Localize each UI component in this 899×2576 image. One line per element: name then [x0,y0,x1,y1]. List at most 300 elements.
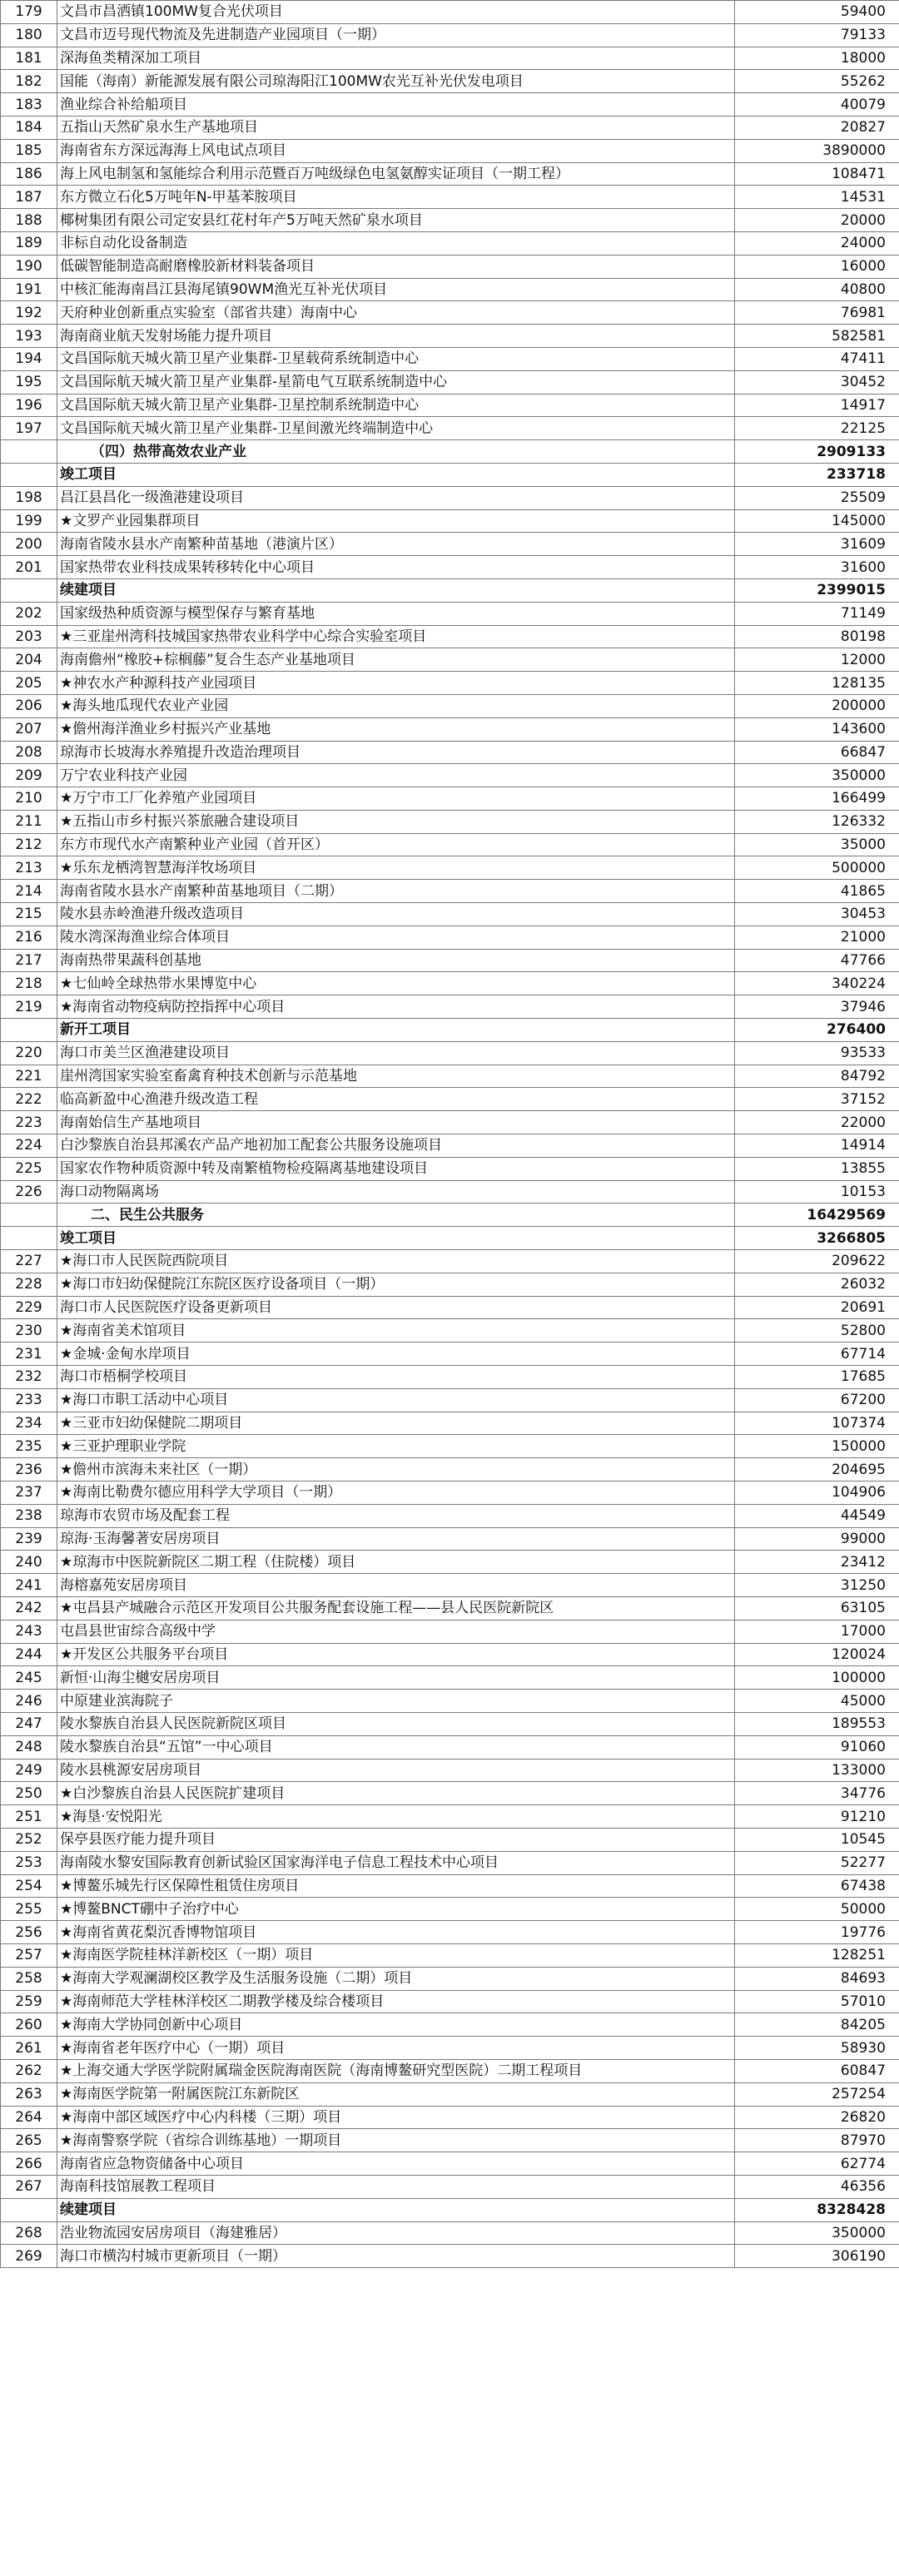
row-number: 201 [1,556,57,579]
row-number: 200 [1,533,57,556]
project-name: ★海垦·安悦阳光 [57,1805,735,1829]
investment-value: 120024 [735,1643,899,1666]
row-number: 237 [1,1482,57,1505]
investment-value: 55262 [735,70,899,93]
table-row [1,1596,899,1620]
table-row [1,1343,899,1366]
project-name: ★上海交通大学医学院附属瑞金医院海南医院（海南博鳌研究型医院）二期工程项目 [57,2059,735,2082]
table-row [1,764,899,787]
row-number: 219 [1,995,57,1019]
project-name: ★海口市职工活动中心项目 [57,1388,735,1412]
investment-value: 13855 [735,1157,899,1180]
project-name: 崖州湾国家实验室畜禽育种技术创新与示范基地 [57,1065,735,1088]
investment-value: 14531 [735,186,899,209]
investment-value: 209622 [735,1250,899,1273]
row-number: 241 [1,1574,57,1597]
table-row [1,949,899,972]
investment-value: 3266805 [735,1227,899,1250]
project-name: ★海口市妇幼保健院江东院区医疗设备项目（一期） [57,1273,735,1296]
investment-value: 20827 [735,116,899,139]
row-number: 196 [1,394,57,417]
project-name: ★海南中部区域医疗中心内科楼（三期）项目 [57,2106,735,2129]
investment-value: 582581 [735,325,899,348]
investment-value: 340224 [735,972,899,995]
table-row [1,255,899,278]
project-name: 海口市美兰区渔港建设项目 [57,1041,735,1065]
row-number: 198 [1,486,57,509]
table-row [1,278,899,301]
table-row [1,1319,899,1343]
project-name: ★儋州市滨海未来社区（一期） [57,1458,735,1482]
table-row [1,394,899,417]
table-row [1,1088,899,1111]
row-number: 180 [1,23,57,47]
project-name: ★屯昌县产城融合示范区开发项目公共服务配套设施工程——县人民医院新院区 [57,1596,735,1620]
row-number: 221 [1,1065,57,1088]
project-name: 新恒·山海尘樾安居房项目 [57,1666,735,1690]
project-name: 五指山天然矿泉水生产基地项目 [57,116,735,139]
project-name: 非标自动化设备制造 [57,231,735,255]
table-row [1,717,899,741]
project-name: ★海南大学协同创新中心项目 [57,2013,735,2037]
table-row [1,325,899,348]
investment-value: 133000 [735,1759,899,1782]
table-row [1,533,899,556]
project-name: ★白沙黎族自治县人民医院扩建项目 [57,1782,735,1805]
investment-value: 100000 [735,1666,899,1690]
investment-value: 84792 [735,1065,899,1088]
investment-value: 3890000 [735,139,899,162]
investment-value: 126332 [735,810,899,833]
project-name: 海南儋州“橡胶+棕榈藤”复合生态产业基地项目 [57,648,735,672]
project-name: 椰树集团有限公司定安县红花村年产5万吨天然矿泉水项目 [57,209,735,232]
investment-value: 84693 [735,1967,899,1990]
row-number: 194 [1,347,57,370]
investment-value: 40800 [735,278,899,301]
investment-value: 67200 [735,1388,899,1412]
row-number: 189 [1,231,57,255]
investment-value: 67438 [735,1874,899,1898]
investment-value: 44549 [735,1504,899,1527]
investment-value: 87970 [735,2129,899,2152]
investment-value: 2399015 [735,578,899,602]
row-number: 205 [1,672,57,695]
project-name: 琼海·玉海馨著安居房项目 [57,1527,735,1551]
row-number: 268 [1,2221,57,2245]
row-number: 210 [1,787,57,811]
table-row [1,1921,899,1944]
table-row [1,370,899,394]
investment-value: 66847 [735,741,899,764]
subtotal-row [1,1019,899,1042]
project-name: 续建项目 [57,578,735,602]
project-name: 中核汇能海南昌江县海尾镇90WM渔光互补光伏项目 [57,278,735,301]
table-row [1,1527,899,1551]
table-row [1,995,899,1019]
row-number: 234 [1,1412,57,1435]
row-number: 244 [1,1643,57,1666]
row-number: 264 [1,2106,57,2129]
table-row [1,93,899,117]
investment-value: 276400 [735,1019,899,1042]
row-number [1,578,57,602]
row-number: 184 [1,116,57,139]
table-row [1,556,899,579]
section-row [1,1204,899,1227]
investment-value: 52800 [735,1319,899,1343]
project-name: ★海南省黄花梨沉香博物馆项目 [57,1921,735,1944]
row-number: 232 [1,1366,57,1389]
project-name: 海南省陵水县水产南繁种苗基地项目（二期） [57,880,735,903]
table-row [1,2106,899,2129]
row-number: 228 [1,1273,57,1296]
table-row [1,648,899,672]
table-row [1,1874,899,1898]
project-name: 文昌国际航天城火箭卫星产业集群-星箭电气互联系统制造中心 [57,370,735,394]
table-row [1,1157,899,1180]
investment-value: 21000 [735,926,899,949]
row-number: 243 [1,1620,57,1643]
investment-value: 204695 [735,1458,899,1482]
table-row [1,1782,899,1805]
investment-value: 76981 [735,301,899,325]
project-name: ★金城·金甸水岸项目 [57,1343,735,1366]
project-name: ★海南医学院第一附属医院江东新院区 [57,2082,735,2106]
investment-value: 22125 [735,417,899,440]
row-number: 197 [1,417,57,440]
row-number: 249 [1,1759,57,1782]
subtotal-row [1,578,899,602]
table-row [1,672,899,695]
project-name: 昌江县昌化一级渔港建设项目 [57,486,735,509]
row-number: 204 [1,648,57,672]
table-row [1,47,899,70]
project-name: 中原建业滨海院子 [57,1690,735,1713]
table-row [1,1759,899,1782]
table-row [1,347,899,370]
project-name: ★琼海市中医院新院区二期工程（住院楼）项目 [57,1551,735,1574]
row-number: 262 [1,2059,57,2082]
investment-value: 10545 [735,1828,899,1851]
table-row [1,1990,899,2013]
project-name: 琼海市长坡海水养殖提升改造治理项目 [57,741,735,764]
project-name: ★三亚市妇幼保健院二期项目 [57,1412,735,1435]
row-number: 225 [1,1157,57,1180]
row-number: 238 [1,1504,57,1527]
project-name: 国家级热种质资源与模型保存与繁育基地 [57,602,735,625]
subtotal-row [1,2198,899,2221]
project-name: 天府种业创新重点实验室（部省共建）海南中心 [57,301,735,325]
row-number: 216 [1,926,57,949]
investment-value: 166499 [735,787,899,811]
table-row [1,1574,899,1597]
row-number: 246 [1,1690,57,1713]
table-row [1,1851,899,1874]
row-number: 239 [1,1527,57,1551]
investment-value: 99000 [735,1527,899,1551]
table-row [1,1943,899,1967]
investment-value: 35000 [735,833,899,856]
investment-value: 91210 [735,1805,899,1829]
table-row [1,1065,899,1088]
investment-value: 37152 [735,1088,899,1111]
table-row [1,1620,899,1643]
project-name: ★海南师范大学桂林洋校区二期教学楼及综合楼项目 [57,1990,735,2013]
row-number: 248 [1,1735,57,1759]
subtotal-row [1,463,899,486]
project-name: 保亭县医疗能力提升项目 [57,1828,735,1851]
row-number [1,2198,57,2221]
row-number: 269 [1,2245,57,2268]
investment-value: 233718 [735,463,899,486]
row-number: 251 [1,1805,57,1829]
project-name: 海南科技馆展教工程项目 [57,2175,735,2198]
table-row [1,1111,899,1134]
investment-value: 26820 [735,2106,899,2129]
row-number: 181 [1,47,57,70]
project-name: 海口市横沟村城市更新项目（一期） [57,2245,735,2268]
row-number: 260 [1,2013,57,2037]
investment-value: 59400 [735,1,899,24]
row-number: 202 [1,602,57,625]
investment-value: 47766 [735,949,899,972]
project-name: 海上风电制氢和氢能综合利用示范暨百万吨级绿色电氢氨醇实证项目（一期工程） [57,162,735,186]
investment-value: 67714 [735,1343,899,1366]
project-name: ★儋州海洋渔业乡村振兴产业基地 [57,717,735,741]
project-name: 新开工项目 [57,1019,735,1042]
investment-value: 80198 [735,625,899,648]
row-number: 240 [1,1551,57,1574]
project-name: 东方微立石化5万吨年N-甲基苯胺项目 [57,186,735,209]
project-name: 海榕嘉苑安居房项目 [57,1574,735,1597]
project-name: ★博鳌乐城先行区保障性租赁住房项目 [57,1874,735,1898]
investment-value: 23412 [735,1551,899,1574]
investment-value: 20000 [735,209,899,232]
investment-value: 57010 [735,1990,899,2013]
project-name: 文昌市迈号现代物流及先进制造产业园项目（一期） [57,23,735,47]
table-row [1,2175,899,2198]
project-table-body [1,1,899,2268]
project-name: 海口市梧桐学校项目 [57,1366,735,1389]
row-number: 235 [1,1435,57,1458]
row-number: 188 [1,209,57,232]
investment-value: 84205 [735,2013,899,2037]
project-name: 国家热带农业科技成果转移转化中心项目 [57,556,735,579]
investment-value: 350000 [735,2221,899,2245]
project-name: ★海南警察学院（省综合训练基地）一期项目 [57,2129,735,2152]
investment-value: 40079 [735,93,899,117]
project-name: 浩业物流园安居房项目（海建雅居） [57,2221,735,2245]
project-name: 文昌国际航天城火箭卫星产业集群-卫星控制系统制造中心 [57,394,735,417]
investment-value: 31609 [735,533,899,556]
project-name: ★海南省老年医疗中心（一期）项目 [57,2037,735,2060]
table-row [1,833,899,856]
table-row [1,625,899,648]
table-row [1,1828,899,1851]
table-row [1,301,899,325]
investment-value: 58930 [735,2037,899,2060]
row-number [1,1227,57,1250]
investment-value: 8328428 [735,2198,899,2221]
row-number: 206 [1,694,57,717]
investment-value: 71149 [735,602,899,625]
row-number: 223 [1,1111,57,1134]
investment-value: 2909133 [735,440,899,464]
investment-value: 52277 [735,1851,899,1874]
investment-value: 500000 [735,856,899,880]
table-row [1,1666,899,1690]
row-number: 226 [1,1180,57,1204]
row-number: 222 [1,1088,57,1111]
investment-value: 128251 [735,1943,899,1967]
table-row [1,1504,899,1527]
row-number: 266 [1,2152,57,2176]
investment-value: 128135 [735,672,899,695]
project-name: 文昌市昌洒镇100MW复合光伏项目 [57,1,735,24]
table-row [1,509,899,533]
project-name: 陵水黎族自治县人民医院新院区项目 [57,1712,735,1735]
table-row [1,2013,899,2037]
investment-value: 19776 [735,1921,899,1944]
table-row [1,2082,899,2106]
row-number: 263 [1,2082,57,2106]
investment-value: 14914 [735,1134,899,1158]
project-name: 低碳智能制造高耐磨橡胶新材料装备项目 [57,255,735,278]
project-name: ★万宁市工厂化养殖产业园项目 [57,787,735,811]
row-number: 258 [1,1967,57,1990]
row-number: 199 [1,509,57,533]
table-row [1,23,899,47]
row-number: 245 [1,1666,57,1690]
table-row [1,139,899,162]
row-number: 208 [1,741,57,764]
project-name: ★神农水产种源科技产业园项目 [57,672,735,695]
row-number: 224 [1,1134,57,1158]
investment-value: 26032 [735,1273,899,1296]
project-name: 东方市现代水产南繁种业产业园（首开区） [57,833,735,856]
table-row [1,1250,899,1273]
project-name: 海南商业航天发射场能力提升项目 [57,325,735,348]
row-number: 211 [1,810,57,833]
project-name: 二、民生公共服务 [57,1204,735,1227]
table-row [1,2245,899,2268]
investment-value: 30453 [735,903,899,926]
project-name: 海南热带果蔬科创基地 [57,949,735,972]
investment-value: 91060 [735,1735,899,1759]
investment-value: 37946 [735,995,899,1019]
investment-value: 25509 [735,486,899,509]
project-name: 海南省应急物资储备中心项目 [57,2152,735,2176]
table-row [1,1134,899,1158]
table-row [1,231,899,255]
row-number [1,463,57,486]
investment-value: 108471 [735,162,899,186]
investment-value: 34776 [735,1782,899,1805]
investment-value: 30452 [735,370,899,394]
project-name: （四）热带高效农业产业 [57,440,735,464]
project-name: 续建项目 [57,2198,735,2221]
row-number: 265 [1,2129,57,2152]
table-row [1,972,899,995]
table-row [1,694,899,717]
table-row [1,602,899,625]
investment-value: 24000 [735,231,899,255]
project-name: 陵水黎族自治县“五馆”一中心项目 [57,1735,735,1759]
investment-value: 12000 [735,648,899,672]
row-number: 250 [1,1782,57,1805]
row-number: 185 [1,139,57,162]
investment-value: 41865 [735,880,899,903]
row-number: 179 [1,1,57,24]
investment-value: 10153 [735,1180,899,1204]
row-number: 257 [1,1943,57,1967]
investment-value: 20691 [735,1296,899,1319]
project-name: 海口市人民医院医疗设备更新项目 [57,1296,735,1319]
row-number: 261 [1,2037,57,2060]
investment-value: 306190 [735,2245,899,2268]
investment-value: 17685 [735,1366,899,1389]
table-row [1,1482,899,1505]
project-name: ★三亚护理职业学院 [57,1435,735,1458]
row-number: 215 [1,903,57,926]
table-row [1,1,899,24]
project-name: 深海鱼类精深加工项目 [57,47,735,70]
table-row [1,880,899,903]
row-number: 182 [1,70,57,93]
project-name: 陵水县赤岭渔港升级改造项目 [57,903,735,926]
table-row [1,70,899,93]
table-row [1,209,899,232]
row-number: 253 [1,1851,57,1874]
row-number: 256 [1,1921,57,1944]
project-name: 屯昌县世宙综合高级中学 [57,1620,735,1643]
investment-value: 200000 [735,694,899,717]
row-number: 191 [1,278,57,301]
investment-value: 93533 [735,1041,899,1065]
investment-value: 47411 [735,347,899,370]
row-number [1,1019,57,1042]
project-name: ★七仙岭全球热带水果博览中心 [57,972,735,995]
project-name: 琼海市农贸市场及配套工程 [57,1504,735,1527]
row-number: 231 [1,1343,57,1366]
project-name: 竣工项目 [57,1227,735,1250]
table-row [1,1296,899,1319]
row-number: 255 [1,1898,57,1921]
table-row [1,1273,899,1296]
investment-value: 16000 [735,255,899,278]
table-row [1,1735,899,1759]
project-name: 文昌国际航天城火箭卫星产业集群-卫星间激光终端制造中心 [57,417,735,440]
investment-value: 22000 [735,1111,899,1134]
investment-value: 104906 [735,1482,899,1505]
investment-value: 150000 [735,1435,899,1458]
investment-value: 63105 [735,1596,899,1620]
investment-value: 145000 [735,509,899,533]
row-number: 213 [1,856,57,880]
row-number: 247 [1,1712,57,1735]
project-name: 国能（海南）新能源发展有限公司琼海阳江100MW农光互补光伏发电项目 [57,70,735,93]
row-number: 214 [1,880,57,903]
row-number [1,440,57,464]
investment-value: 14917 [735,394,899,417]
project-name: 海口动物隔离场 [57,1180,735,1204]
investment-value: 45000 [735,1690,899,1713]
investment-value: 107374 [735,1412,899,1435]
table-row [1,1712,899,1735]
row-number: 186 [1,162,57,186]
project-name: 白沙黎族自治县邦溪农产品产地初加工配套公共服务设施项目 [57,1134,735,1158]
table-row [1,186,899,209]
